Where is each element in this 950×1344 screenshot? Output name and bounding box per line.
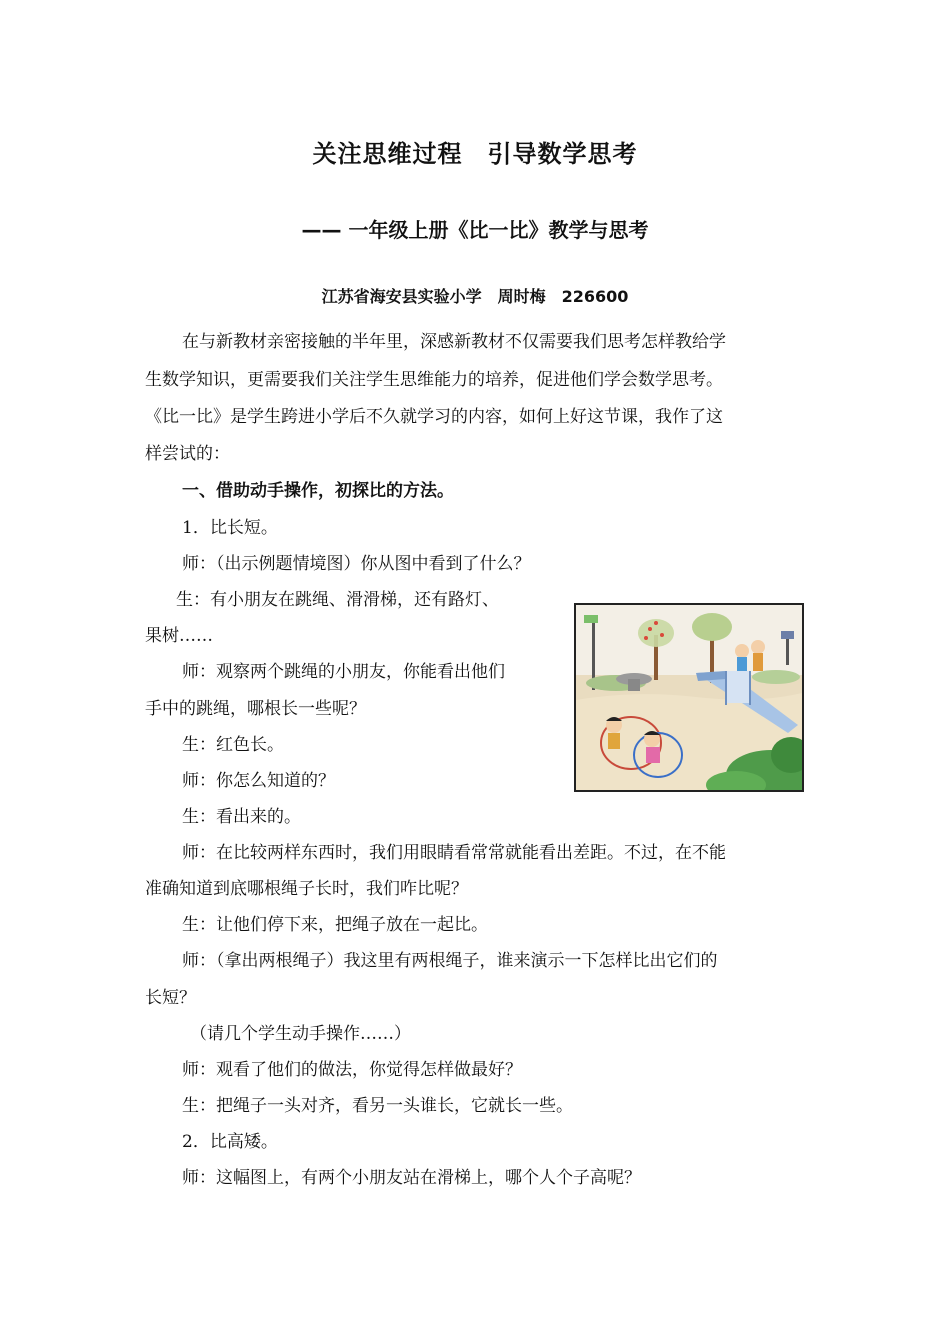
dialogue-line: 果树…… (145, 626, 213, 646)
dialogue-line: 生：看出来的。 (182, 807, 301, 827)
dialogue-line: 准确知道到底哪根绳子长时，我们咋比呢？ (145, 879, 468, 899)
dialogue-line: 手中的跳绳，哪根长一些呢？ (145, 699, 366, 719)
dialogue-line: 师：这幅图上，有两个小朋友站在滑梯上，哪个人个子高呢？ (182, 1168, 641, 1188)
dialogue-line: 师：观察两个跳绳的小朋友，你能看出他们 (182, 662, 505, 682)
subsection-heading: 2．比高矮。 (182, 1132, 278, 1152)
intro-line: 在与新教材亲密接触的半年里，深感新教材不仅需要我们思考怎样教给学 (182, 332, 726, 352)
dialogue-line: 生：有小朋友在跳绳、滑滑梯，还有路灯、 (176, 590, 499, 610)
intro-line: 生数学知识，更需要我们关注学生思维能力的培养，促进他们学会数学思考。 (145, 370, 723, 390)
dialogue-line: 师：你怎么知道的？ (182, 771, 335, 791)
dialogue-line: 师：观看了他们的做法，你觉得怎样做最好？ (182, 1060, 522, 1080)
dialogue-line: 生：让他们停下来，把绳子放在一起比。 (182, 915, 488, 935)
dialogue-line: （请几个学生动手操作……） (190, 1024, 411, 1044)
dialogue-line: 师：（拿出两根绳子）我这里有两根绳子，谁来演示一下怎样比出它们的 (182, 951, 718, 971)
dialogue-line: 长短？ (145, 988, 196, 1008)
intro-line: 《比一比》是学生跨进小学后不久就学习的内容，如何上好这节课，我作了这 (145, 407, 723, 427)
document-subtitle: —— 一年级上册《比一比》教学与思考 (301, 218, 649, 242)
author-line: 江苏省海安县实验小学 周时梅 226600 (321, 287, 629, 306)
dialogue-line: 师：（出示例题情境图）你从图中看到了什么？ (182, 554, 531, 574)
intro-line: 样尝试的： (145, 444, 230, 464)
dialogue-line: 生：把绳子一头对齐，看另一头谁长，它就长一些。 (182, 1096, 573, 1116)
dialogue-line: 生：红色长。 (182, 735, 284, 755)
document-title: 关注思维过程 引导数学思考 (312, 140, 638, 168)
subsection-heading: 1．比长短。 (182, 518, 278, 538)
section-heading: 一、借助动手操作，初探比的方法。 (182, 481, 454, 501)
dialogue-line: 师：在比较两样东西时，我们用眼睛看常常就能看出差距。不过，在不能 (182, 843, 726, 863)
playground-illustration (574, 603, 804, 792)
